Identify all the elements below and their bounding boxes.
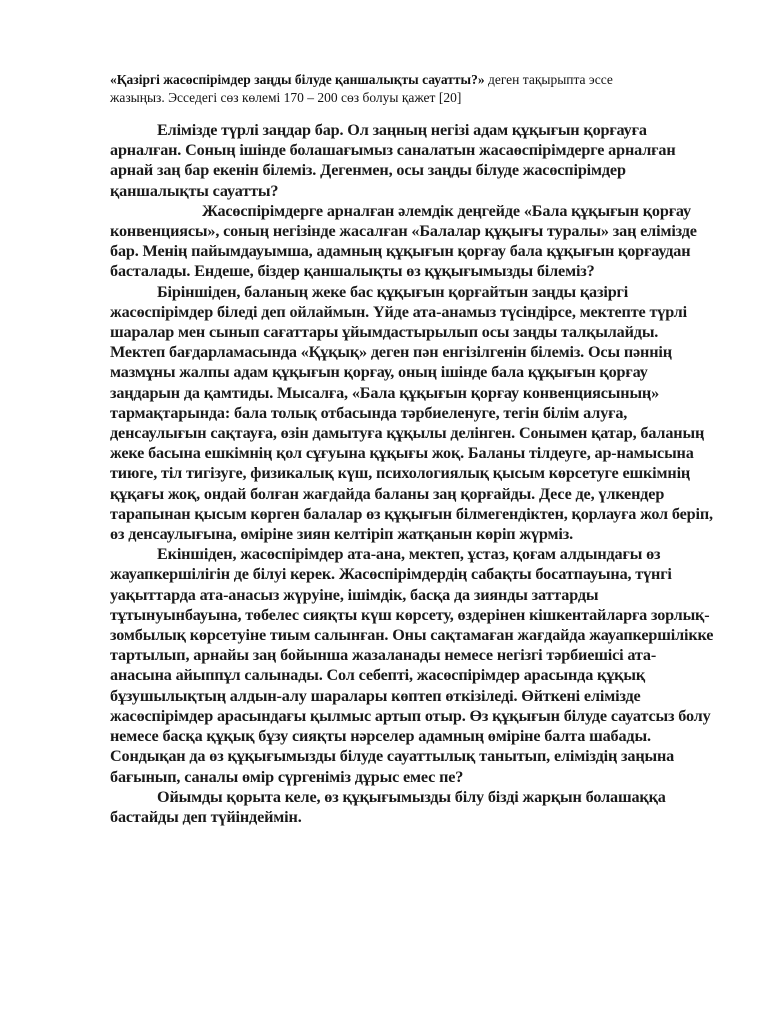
essay-paragraph: Жасөспірімдерге арналған әлемдік деңгейде «Бала құқығын қорғау конвенциясы», соның негізінде жасалған «Балалар құқығы туралы» заң елімізде бар. Менің пайымдауымша, адамның құқығын қорғау бала құқығын қорғаудан басталады. Ендеше, біздер қаншалықты өз құқығымызды білеміз? (110, 201, 697, 281)
assignment-prompt (110, 71, 670, 107)
essay-paragraph: Екіншіден, жасөспірімдер ата-ана, мектеп, ұстаз, қоғам алдындағы өз жауапкершілігін де білуі керек. Жасөспірімдердің сабақты босатпауына, түнгі уақыттарда ата-анасыз жүруіне, ішімдік, басқа да зиянды заттарды тұтынуынбауына, төбелес сияқты күш көрсету, өздерінен кішкентайларға зорлық-зомбылық көрсетуіне тиым салынған. Оны сақтамаған жағдайда жауапкершілікке тартылып, арнайы заң бойынша жазаланады немесе негізгі тәрбиешісі ата-анасына айыппұл салынады. Сол себепті, жасөспірімдер арасында құқық бұзушылықтың алдын-алу шаралары көптеп өткізіледі. Өйткені елімізде жасөспірімдер арасындағы қылмыс артып отыр. Өз құқығын білуде сауатсыз болу немесе басқа құқық бұзу сияқты нәрселер адамның өміріне балта шабады. Сондықан да өз құқығымызды білуде сауаттылық танытып, еліміздің заңына бағынып, саналы өмір сүргеніміз дұрыс емес пе? (110, 545, 714, 786)
essay-paragraph: Елімізде түрлі заңдар бар. Ол заңның негізі адам құқығын қорғауға арналған. Соның ішінде болашағымыз саналатын жасаөспірімдерге арналған арнай заң бар екенін білеміз. Дегенмен, осы заңды білуде жасөспірімдер қаншалықты сауатты? (110, 121, 676, 200)
essay-paragraph: Ойымды қорыта келе, өз құқығымызды білу бізді жарқын болашаққа бастайды деп түйіндеймін. (110, 787, 666, 826)
essay-body (110, 120, 714, 827)
assignment-instruction: деген тақырыпта эссе жазыңыз. Эсседегі сөз көлемі 170 – 200 сөз болуы қажет [20] (110, 72, 613, 105)
essay-paragraph: Біріншіден, баланың жеке бас құқығын қорғайтын заңды қазіргі жасөспірімдер біледі деп ойлаймын. Үйде ата-анамыз түсіндірсе, мектепте түрлі шаралар мен сынып сағаттары ұйымдастырылып осы заңды талқылайды. Мектеп бағдарламасында «Құқық» деген пән енгізілгенін білеміз. Осы пәннің мазмұны жалпы адам құқығын қорғау, оның ішінде бала құқығын қорғау заңдарын да қамтиды. Мысалға, «Бала құқығын қорғау конвенциясының» тармақтарында: бала толық отбасында тәрбиеленуге, тегін білім алуға, денсаулығын сақтауға, өзін дамытуға құқылы делінген. Сонымен қатар, баланың жеке басына ешкімнің қол сұғуына құқығы жоқ. Баланы тілдеуге, ар-намысына тиюге, тіл тигізуге, физикалық күш, психологиялық қысым көрсетуге ешкімнің құқағы жоқ, ондай болған жағдайда баланы заң қорғайды. Десе де, үлкендер тарапынан қысым көрген балалар өз құқығын білмегендіктен, қорлауға жол беріп, өз денсаулығына, өміріне зиян келтіріп жатқанын көріп жүрміз. (110, 282, 713, 544)
assignment-question: «Қазіргі жасөспірімдер заңды білуде қаншалықты сауатты?» (110, 72, 485, 87)
